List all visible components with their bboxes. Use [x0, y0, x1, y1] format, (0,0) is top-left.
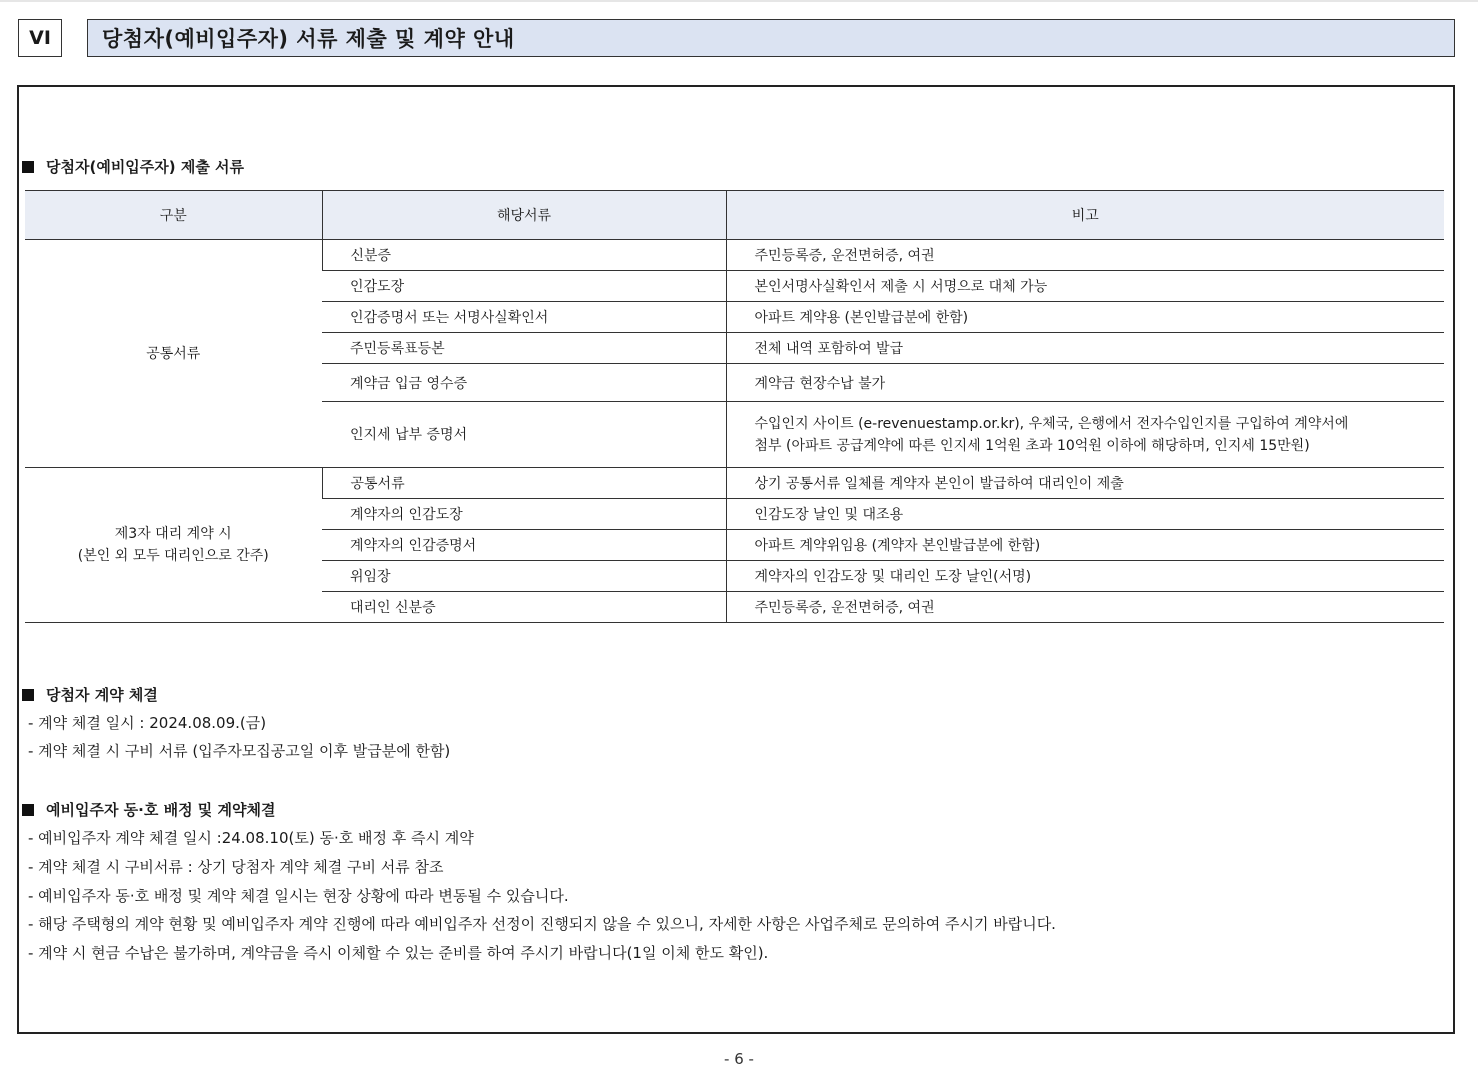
note-cell: 주민등록증, 운전면허증, 여권 [726, 592, 1444, 623]
contract-heading-text: 당첨자 계약 체결 [46, 686, 158, 704]
reserve-line: - 예비입주자 계약 체결 일시 :24.08.10(토) 동·호 배정 후 즉시 계약 [28, 829, 474, 847]
section-title: 당첨자(예비입주자) 서류 제출 및 계약 안내 [87, 19, 1455, 57]
doc-cell: 계약자의 인감도장 [322, 499, 726, 530]
note-cell: 주민등록증, 운전면허증, 여권 [726, 240, 1444, 271]
page-number: - 6 - [724, 1050, 754, 1068]
bullet-square-icon [22, 161, 34, 173]
table-header-row [25, 191, 1444, 240]
doc-cell: 대리인 신분증 [322, 592, 726, 623]
reserve-line: - 계약 체결 시 구비서류 : 상기 당첨자 계약 체결 구비 서류 참조 [28, 858, 444, 876]
bullet-square-icon [22, 804, 34, 816]
table-row [25, 468, 1444, 499]
doc-cell: 인감도장 [322, 271, 726, 302]
docs-heading [22, 156, 244, 177]
reserve-heading-text: 예비입주자 동·호 배정 및 계약체결 [46, 801, 276, 819]
section-number: VI [18, 19, 62, 57]
note-line: 첨부 (아파트 공급계약에 따른 인지세 1억원 초과 10억원 이하에 해당하며, 인지세 15만원) [754, 437, 1310, 454]
doc-cell: 인감증명서 또는 서명사실확인서 [322, 302, 726, 333]
note-cell: 본인서명사실확인서 제출 시 서명으로 대체 가능 [726, 271, 1444, 302]
reserve-heading [22, 799, 275, 820]
top-rule [0, 0, 1478, 2]
note-cell: 인감도장 날인 및 대조용 [726, 499, 1444, 530]
doc-cell: 주민등록표등본 [322, 333, 726, 364]
note-cell: 계약자의 인감도장 및 대리인 도장 날인(서명) [726, 561, 1444, 592]
note-cell: 계약금 현장수납 불가 [726, 364, 1444, 402]
doc-cell: 위임장 [322, 561, 726, 592]
reserve-line: - 계약 시 현금 수납은 불가하며, 계약금을 즉시 이체할 수 있는 준비를 하여 주시기 바랍니다(1일 이체 한도 확인). [28, 944, 769, 962]
header-document: 해당서류 [322, 191, 726, 240]
category-common: 공통서류 [25, 240, 322, 468]
doc-cell: 인지세 납부 증명서 [322, 402, 726, 468]
note-cell: 전체 내역 포함하여 발급 [726, 333, 1444, 364]
documents-table [25, 190, 1444, 623]
doc-cell: 계약자의 인감증명서 [322, 530, 726, 561]
category-proxy-line2: (본인 외 모두 대리인으로 간주) [77, 548, 269, 564]
note-line: 수입인지 사이트 (e-revenuestamp.or.kr), 우체국, 은행에서 전자수입인지를 구입하여 계약서에 [754, 415, 1349, 432]
header-note: 비고 [726, 191, 1444, 240]
category-proxy-line1: 제3자 대리 계약 시 [114, 526, 232, 542]
note-cell: 아파트 계약위임용 (계약자 본인발급분에 한함) [726, 530, 1444, 561]
docs-heading-text: 당첨자(예비입주자) 제출 서류 [46, 158, 245, 176]
table-row [25, 240, 1444, 271]
contract-line: - 계약 체결 시 구비 서류 (입주자모집공고일 이후 발급분에 한함) [28, 742, 451, 760]
note-cell [726, 402, 1444, 468]
note-cell: 상기 공통서류 일체를 계약자 본인이 발급하여 대리인이 제출 [726, 468, 1444, 499]
bullet-square-icon [22, 689, 34, 701]
reserve-line: - 해당 주택형의 계약 현황 및 예비입주자 계약 진행에 따라 예비입주자 선정이 진행되지 않을 수 있으니, 자세한 사항은 사업주체로 문의하여 주시기 바랍니다. [28, 915, 1056, 933]
header-category: 구분 [25, 191, 322, 240]
contract-line: - 계약 체결 일시 : 2024.08.09.(금) [28, 714, 267, 732]
category-proxy [25, 468, 322, 623]
doc-cell: 신분증 [322, 240, 726, 271]
reserve-line: - 예비입주자 동·호 배정 및 계약 체결 일시는 현장 상황에 따라 변동될 수 있습니다. [28, 887, 569, 905]
doc-cell: 계약금 입금 영수증 [322, 364, 726, 402]
contract-heading [22, 684, 158, 705]
note-cell: 아파트 계약용 (본인발급분에 한함) [726, 302, 1444, 333]
doc-cell: 공통서류 [322, 468, 726, 499]
